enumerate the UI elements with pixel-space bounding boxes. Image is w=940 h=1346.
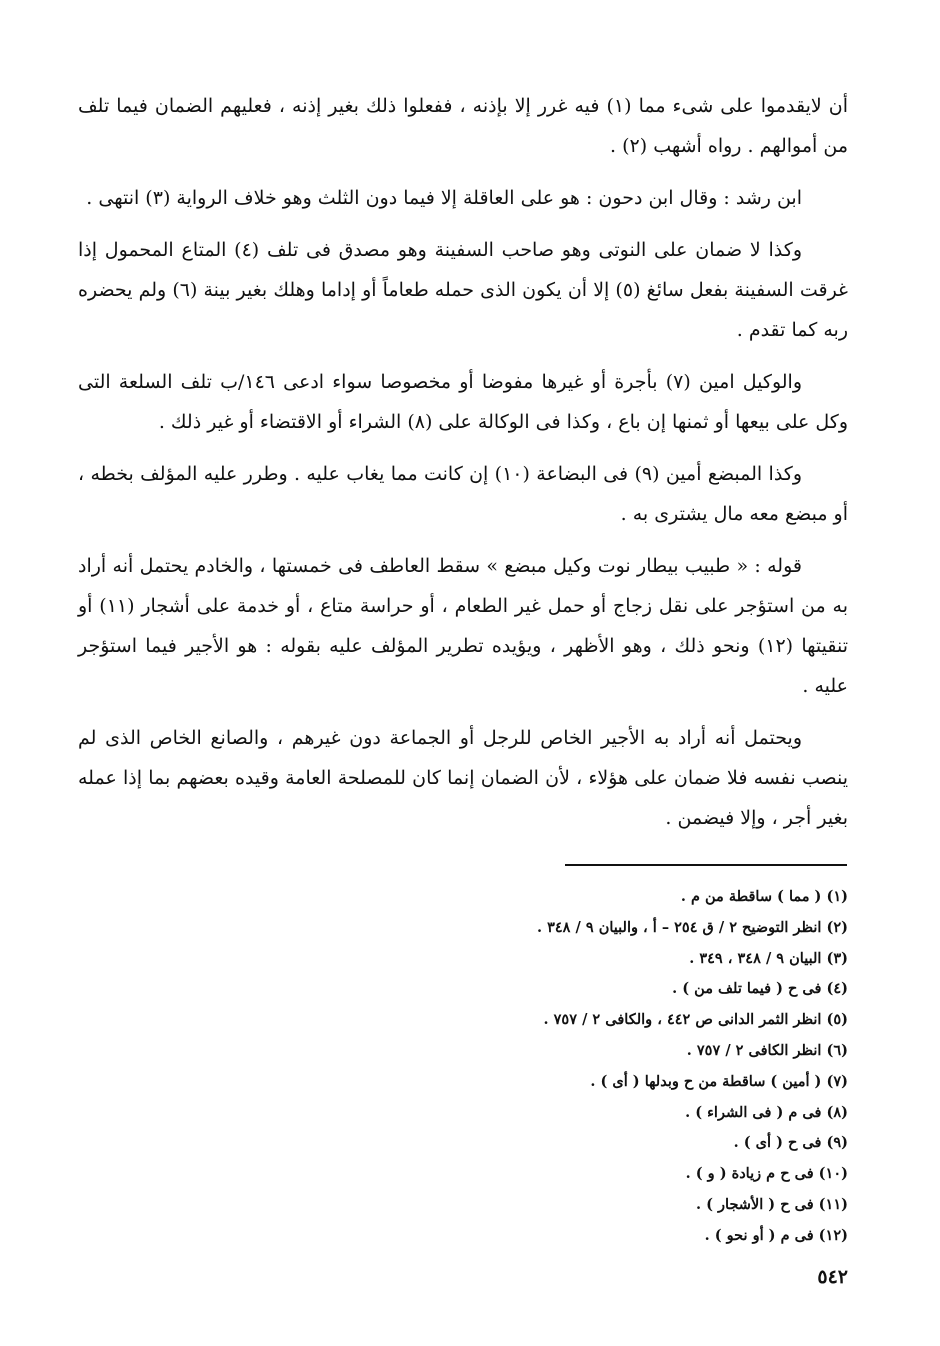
- paragraph-4: والوكيل امين (٧) بأجرة أو غيرها مفوضا أو مخصوصا سواء ادعى ١٤٦/ب تلف السلعة التى وكل على بيعها أو ثمنها إن باع ، وكذا فى الوكالة على (٨) الشراء أو الاقتضاء أو غير ذلك .: [78, 371, 848, 433]
- footnote-6: (٦) انظر الكافى ٢ / ٧٥٧ .: [686, 1041, 848, 1059]
- footnote-9: (٩) فى ح ( أى ) .: [733, 1134, 848, 1152]
- paragraph-7: ويحتمل أنه أراد به الأجير الخاص للرجل أو الجماعة دون غيرهم ، والصانع الخاص الذى لم ينصب نفسه فلا ضمان على هؤلاء ، لأن الضمان إنما كان للمصلحة العامة وقيده بعضهم بما إذا عمله بغير أجر ، وإلا فيضمن .: [78, 727, 848, 829]
- footnote-4: (٤) فى ح ( فيما تلف من ) .: [672, 980, 848, 998]
- footnotes: [428, 882, 848, 1252]
- main-text: [78, 86, 848, 850]
- paragraph-3: وكذا لا ضمان على النوتى وهو صاحب السفينة وهو مصدق فى تلف (٤) المتاع المحمول إذا غرقت السفينة بفعل سائغ (٥) إلا أن يكون الذى حمله طعاماً أو إداما وهلك بغير بينة (٦) ولم يحضره ربه كما تقدم .: [78, 239, 848, 341]
- page-number: ٥٤٢: [817, 1266, 848, 1288]
- footnote-separator: [565, 864, 847, 866]
- footnote-3: (٣) البيان ٩ / ٣٤٨ ، ٣٤٩ .: [689, 949, 848, 967]
- footnote-7: (٧) ( أمين ) ساقطة من ح وبدلها ( أى ) .: [590, 1072, 848, 1090]
- footnote-2: (٢) انظر التوضيح ٢ / ق ٢٥٤ – أ ، والبيان ٩ / ٣٤٨ .: [536, 918, 848, 936]
- footnote-8: (٨) فى م ( فى الشراء ) .: [685, 1103, 848, 1121]
- footnote-5: (٥) انظر الثمر الدانى ص ٤٤٢ ، والكافى ٢ / ٧٥٧ .: [543, 1011, 848, 1029]
- footnote-12: (١٢) فى م ( أو نحو ) .: [704, 1226, 848, 1244]
- footnote-1: (١) ( مما ) ساقطة من م .: [680, 888, 848, 905]
- footnote-10: (١٠) فى ح م زيادة ( و ) .: [685, 1165, 848, 1183]
- paragraph-5: وكذا المبضع أمين (٩) فى البضاعة (١٠) إن كانت مما يغاب عليه . وطرر عليه المؤلف بخطه ، أو مبضع معه مال يشترى به .: [78, 463, 848, 525]
- footnote-11: (١١) فى ح ( الأشجار ) .: [696, 1195, 848, 1213]
- paragraph-1: أن لايقدموا على شىء مما (١) فيه غرر إلا بإذنه ، ففعلوا ذلك بغير إذنه ، فعليهم الضمان فيما تلف من أموالهم . رواه أشهب (٢) .: [78, 95, 848, 157]
- paragraph-6: قوله : « طبيب بيطار نوت وكيل مبضع » سقط العاطف فى خمستها ، والخادم يحتمل أنه أراد به من استؤجر على نقل زجاج أو حمل غير الطعام ، أو حراسة متاع ، أو خدمة على أشجار (١١) أو تنقيتها (١٢) ونحو ذلك ، وهو الأظهر ، ويؤيده تطرير المؤلف عليه بقوله : هو الأجير فيما استؤجر عليه .: [78, 555, 848, 697]
- paragraph-2: ابن رشد : وقال ابن دحون : هو على العاقلة إلا فيما دون الثلث وهو خلاف الرواية (٣) انتهى .: [86, 187, 802, 209]
